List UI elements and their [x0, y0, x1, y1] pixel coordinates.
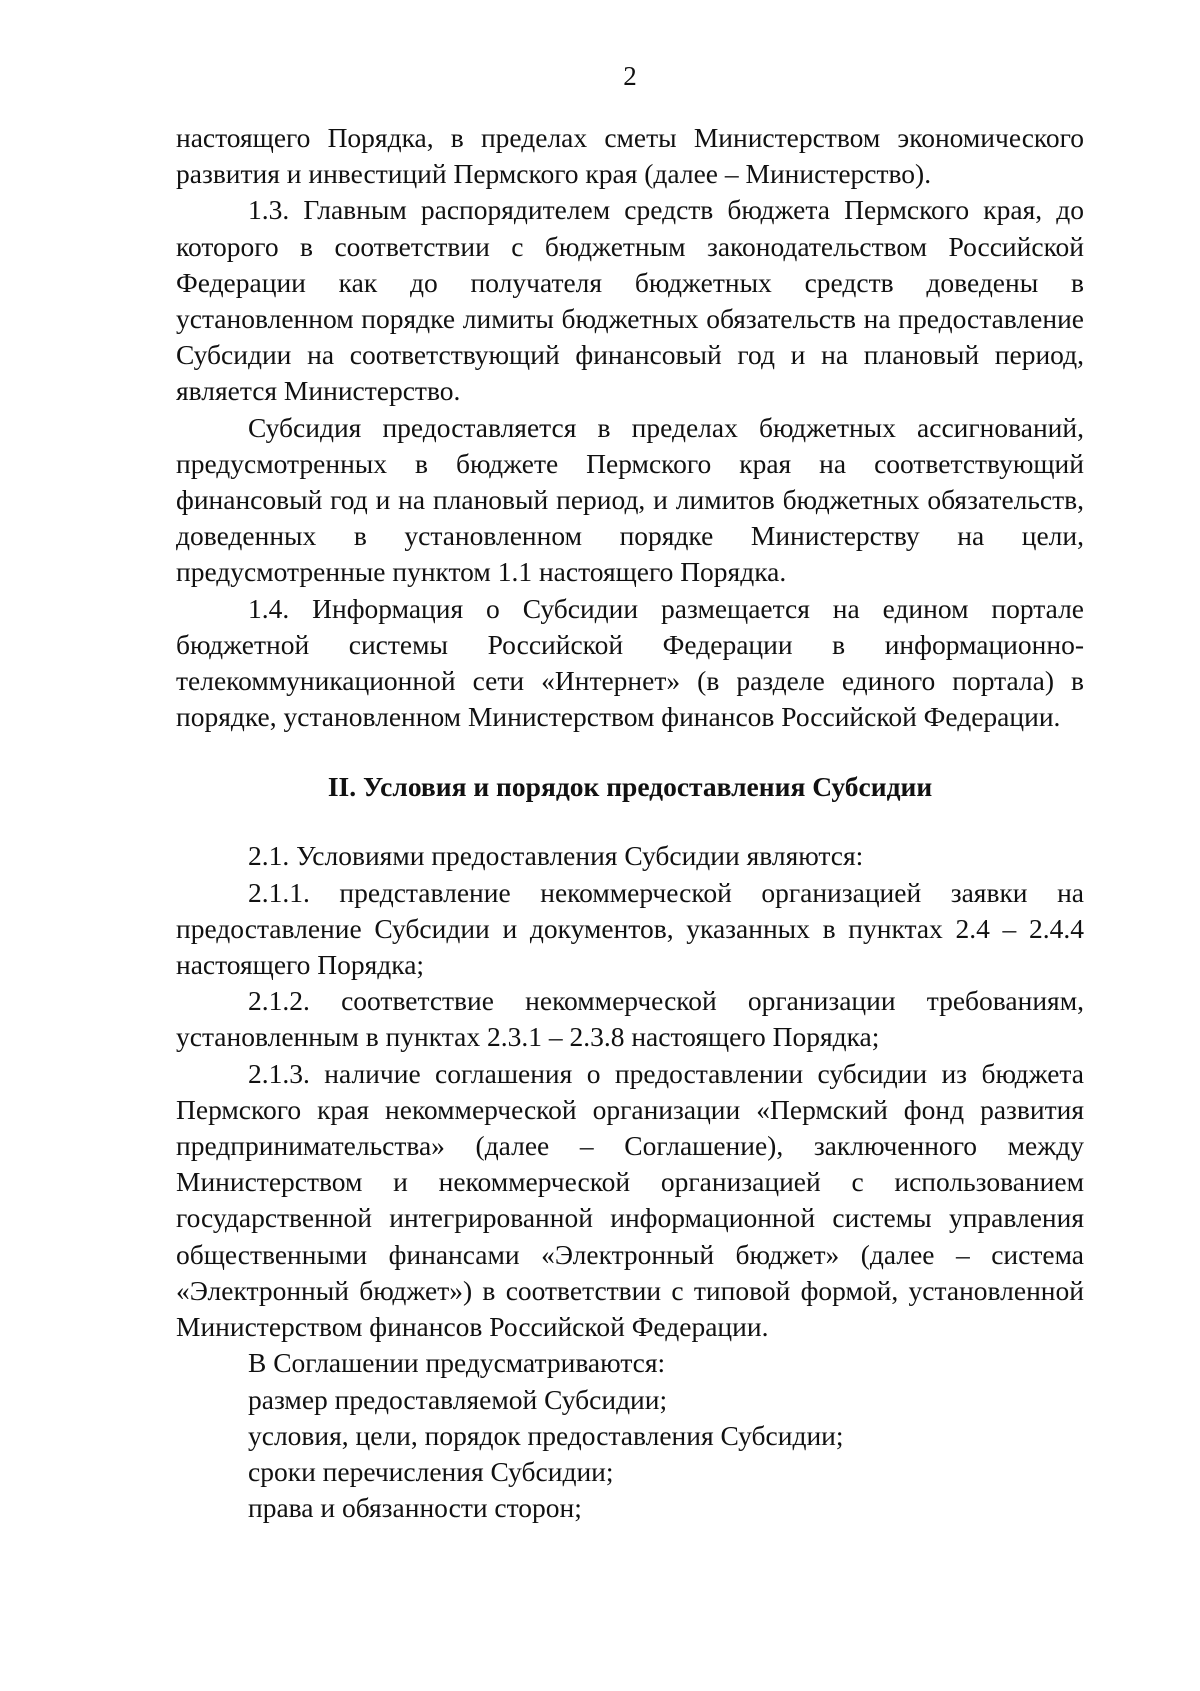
- section-heading: II. Условия и порядок предоставления Субсидии: [327, 771, 933, 803]
- paragraph-subsidy-limits: Субсидия предоставляется в пределах бюджетных ассигнований, предусмотренных в бюджете Пермского края на соответствующий финансовый год и на плановый период, и лимитов бюджетных обязательств, доведенных в установленном порядке Министерству на цели, предусмотренные пунктом 1.1 настоящего Порядка.: [176, 411, 1084, 588]
- list-item: права и обязанности сторон;: [248, 1492, 582, 1524]
- paragraph-2-1-3: 2.1.3. наличие соглашения о предоставлении субсидии из бюджета Пермского края некоммерческой организации «Пермский фонд развития предпринимательства» (далее – Соглашение), заключенного между Министерством и некоммерческой организацией с использованием государственной интегрированной информационной системы управления общественными финансами «Электронный бюджет» (далее – система «Электронный бюджет») в соответствии с типовой формой, установленной Министерством финансов Российской Федерации.: [176, 1057, 1084, 1343]
- page-number: 2: [623, 61, 637, 91]
- list-item: сроки перечисления Субсидии;: [248, 1455, 614, 1487]
- agreement-provisions-list: [176, 1345, 1084, 1526]
- paragraph-continuation: настоящего Порядка, в пределах сметы Министерством экономического развития и инвестиций Пермского края (далее – Министерство).: [176, 122, 1084, 190]
- list-item: размер предоставляемой Субсидии;: [248, 1383, 668, 1415]
- list-item: условия, цели, порядок предоставления Субсидии;: [248, 1419, 844, 1451]
- document-body: [176, 120, 1084, 1526]
- list-item: В Соглашении предусматриваются:: [248, 1347, 666, 1379]
- paragraph-2-1-2: 2.1.2. соответствие некоммерческой организации требованиям, установленным в пунктах 2.3.1 – 2.3.8 настоящего Порядка;: [176, 985, 1084, 1053]
- paragraph-2-1: 2.1. Условиями предоставления Субсидии являются:: [248, 840, 864, 872]
- paragraph-2-1-1: 2.1.1. представление некоммерческой организацией заявки на предоставление Субсидии и документов, указанных в пунктах 2.4 – 2.4.4 настоящего Порядка;: [176, 876, 1084, 981]
- paragraph-1-3: 1.3. Главным распорядителем средств бюджета Пермского края, до которого в соответствии с бюджетным законодательством Российской Федерации как до получателя бюджетных средств доведены в установленном порядке лимиты бюджетных обязательств на предоставление Субсидии на соответствующий финансовый год и на плановый период, является Министерство.: [176, 194, 1084, 407]
- paragraph-1-4: 1.4. Информация о Субсидии размещается на едином портале бюджетной системы Российской Федерации в информационно-телекоммуникационной сети «Интернет» (в разделе единого портала) в порядке, установленном Министерством финансов Российской Федерации.: [176, 592, 1084, 733]
